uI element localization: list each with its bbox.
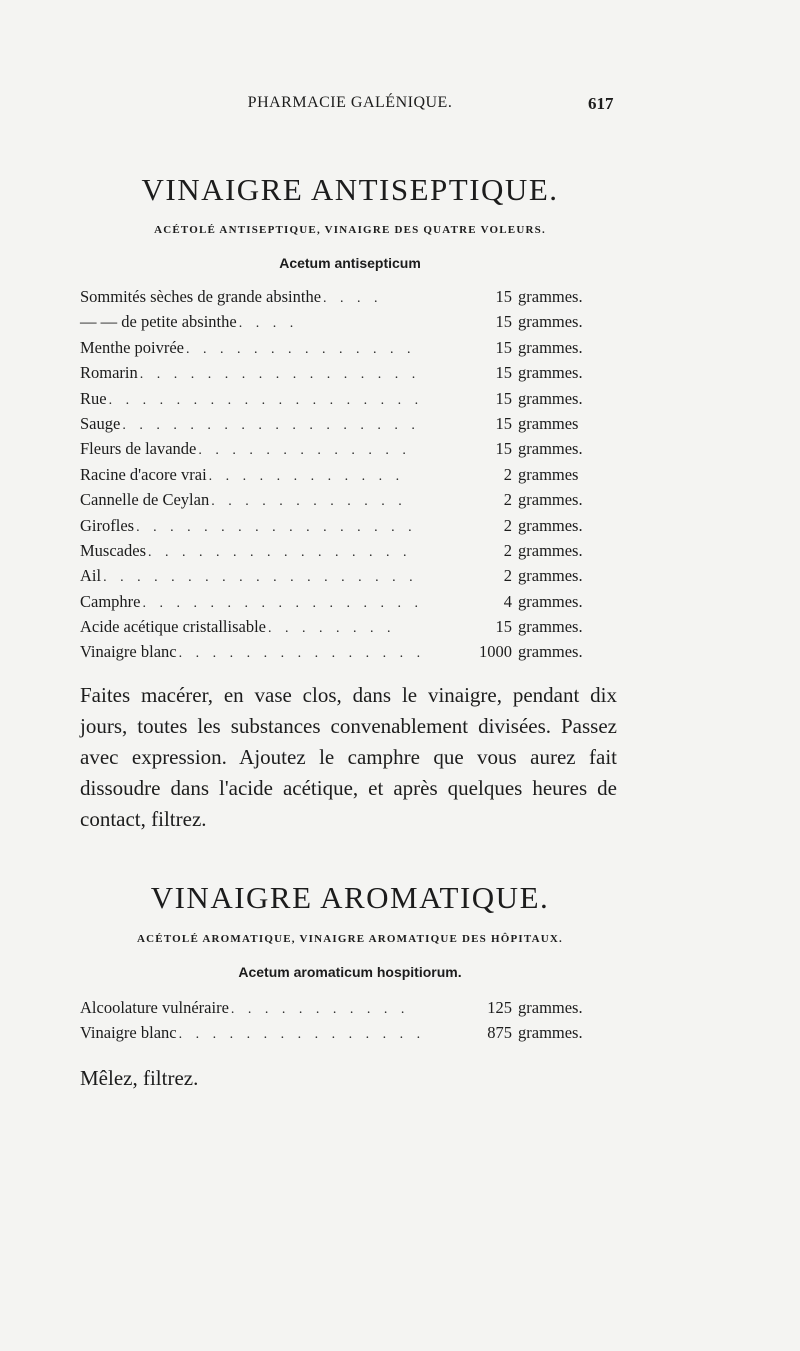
preparation-instructions: Faites macérer, en vase clos, dans le vinaigre, pendant dix jours, toutes les substances convenablement divisées. Passez avec expression. Ajoutez le camphre que vous aurez fait dissoudre dans l'acide acétique, et après quelques heures de contact, filtrez. [80, 683, 617, 831]
ingredient-quantity: 2 [503, 540, 512, 560]
ingredient-unit: grammes. [518, 439, 583, 459]
dot-leader: . . . . . . . . . . . . . . . . . [136, 519, 417, 535]
ingredient-quantity: 15 [495, 439, 512, 459]
ingredient-unit: grammes. [518, 287, 583, 306]
ingredient-unit: grammes [518, 413, 579, 433]
ingredient-quantity: 15 [495, 617, 512, 637]
ingredient-name: Fleurs de lavande [80, 439, 197, 459]
dot-leader: . . . . . . . . [268, 621, 396, 637]
ingredient-quantity: 2 [503, 566, 512, 586]
ingredient-unit: grammes. [518, 388, 583, 408]
dot-leader: . . . . . . . . . . . . . . . . . [139, 367, 421, 383]
ingredient-unit: grammes. [518, 998, 583, 1017]
ingredient-quantity: 125 [487, 998, 512, 1017]
dot-leader: . . . . . . . . . . . [230, 1002, 410, 1017]
ingredient-row [80, 998, 600, 1023]
dot-leader: . . . . . . . . . . . . . . . [178, 1027, 426, 1043]
ingredient-quantity: 2 [503, 515, 512, 535]
dot-leader: . . . . . . . . . . . . [208, 468, 405, 484]
dot-leader: . . . . [238, 316, 299, 332]
ingredient-quantity: 15 [495, 388, 512, 408]
section-title-antiseptique: VINAIGRE ANTISEPTIQUE. [141, 172, 559, 207]
ingredient-quantity: 2 [503, 464, 512, 484]
section-subtitle-antiseptique: ACÉTOLÉ ANTISEPTIQUE, VINAIGRE DES QUATRE VOLEURS. [154, 224, 546, 236]
ingredient-row [80, 642, 600, 667]
ingredient-name: Rue [80, 388, 107, 408]
ingredient-quantity: 15 [495, 363, 512, 383]
ingredient-unit: grammes. [518, 540, 583, 560]
ingredient-name: Muscades [80, 540, 146, 560]
latin-name-aromatique: Acetum aromaticum hospitiorum. [238, 964, 462, 980]
ingredient-name: Racine d'acore vrai [80, 464, 207, 484]
ingredient-row [80, 592, 600, 617]
dot-leader: . . . . . . . . . . . . . . . . . . [122, 417, 420, 433]
ingredient-quantity: 15 [495, 413, 512, 433]
ingredient-unit: grammes. [518, 617, 583, 637]
latin-name-antiseptique: Acetum antisepticum [279, 255, 421, 271]
ingredient-row [80, 312, 600, 337]
page-number: 617 [588, 94, 614, 113]
ingredient-row [80, 516, 600, 541]
running-title: PHARMACIE GALÉNIQUE. [247, 94, 453, 111]
ingredient-name: Cannelle de Ceylan [80, 490, 210, 510]
ingredient-unit: grammes. [518, 642, 583, 662]
ingredient-quantity: 1000 [479, 642, 512, 662]
dot-leader: . . . . . . . . . . . . . . . . . . . [103, 570, 418, 586]
ingredient-name: Romarin [80, 363, 138, 383]
dot-leader: . . . . . . . . . . . . . . . . . [142, 595, 423, 611]
ingredient-unit: grammes. [518, 490, 583, 510]
ingredient-name: Vinaigre blanc [80, 1023, 177, 1043]
ingredient-quantity: 4 [503, 591, 512, 611]
ingredient-quantity: 875 [487, 1023, 512, 1043]
dot-leader: . . . . . . . . . . . . . . . . . . . [108, 392, 424, 408]
ingredient-name: Girofles [80, 515, 135, 535]
ingredient-name: Ail [80, 566, 102, 586]
ingredient-unit: grammes. [518, 312, 583, 332]
ingredient-row [80, 389, 600, 414]
dot-leader: . . . . . . . . . . . . . . . [178, 646, 426, 662]
dot-leader: . . . . . . . . . . . . . . [186, 341, 416, 357]
ingredient-row [80, 287, 600, 312]
ingredient-name: Acide acétique cristallisable [80, 617, 266, 637]
ingredient-row [80, 338, 600, 363]
ingredient-quantity: 15 [495, 312, 512, 332]
ingredient-name: Camphre [80, 591, 141, 611]
ingredient-unit: grammes. [518, 363, 583, 383]
ingredient-name: — — de petite absinthe [80, 312, 237, 332]
ingredient-quantity: 2 [503, 490, 512, 510]
ingredient-row [80, 1023, 600, 1048]
ingredient-unit: grammes. [518, 515, 583, 535]
ingredient-unit: grammes. [518, 1023, 583, 1043]
ingredient-row [80, 363, 600, 388]
ingredient-unit: grammes. [518, 566, 583, 586]
ingredient-name: Menthe poivrée [80, 337, 185, 357]
dot-leader: . . . . . . . . . . . . . [198, 443, 411, 459]
dot-leader: . . . . . . . . . . . . [211, 494, 407, 510]
ingredient-list-aromatique [80, 998, 600, 1049]
ingredient-row [80, 617, 600, 642]
ingredient-row [80, 414, 600, 439]
ingredient-row [80, 439, 600, 464]
ingredient-unit: grammes. [518, 337, 583, 357]
ingredient-name: Vinaigre blanc [80, 642, 177, 662]
dot-leader: . . . . [323, 291, 383, 306]
ingredient-list-antiseptique [80, 287, 600, 668]
dot-leader: . . . . . . . . . . . . . . . . [147, 544, 412, 560]
ingredient-name: Sommités sèches de grande absinthe [80, 287, 322, 306]
ingredient-row [80, 541, 600, 566]
section-title-aromatique: VINAIGRE AROMATIQUE. [150, 880, 550, 915]
ingredient-name: Alcoolature vulnéraire [80, 998, 229, 1017]
ingredient-quantity: 15 [495, 337, 512, 357]
ingredient-row [80, 490, 600, 515]
ingredient-quantity: 15 [495, 287, 512, 306]
ingredient-name: Sauge [80, 413, 121, 433]
ingredient-unit: grammes. [518, 591, 583, 611]
ingredient-row [80, 465, 600, 490]
closing-instruction: Mêlez, filtrez. [80, 1066, 199, 1090]
ingredient-row [80, 566, 600, 591]
section-subtitle-aromatique: ACÉTOLÉ AROMATIQUE, VINAIGRE AROMATIQUE DES HÔPITAUX. [137, 933, 563, 945]
ingredient-unit: grammes [518, 464, 579, 484]
running-header [0, 94, 800, 118]
